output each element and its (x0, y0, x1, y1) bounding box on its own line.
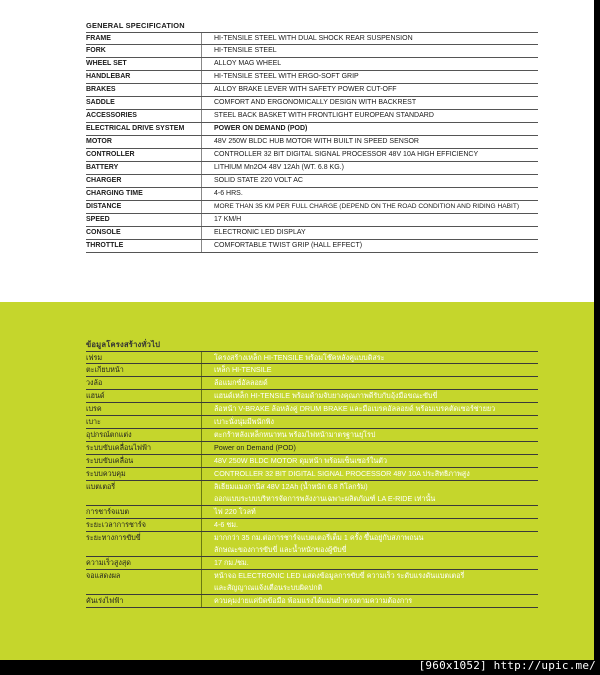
spec-row (86, 84, 538, 97)
spec-value: CONTROLLER 32 BIT DIGITAL SIGNAL PROCESSOR 48V 10A ประสิทธิภาพสูง (201, 468, 538, 480)
spec-row (86, 71, 538, 84)
spec-row (86, 519, 538, 532)
spec-value: ควบคุมง่ายแค่บิดข้อมือ พ้อมแรงได้แม่นยำตรงตามความต้องการ (201, 595, 538, 607)
english-spec-title: GENERAL SPECIFICATION (86, 21, 185, 30)
spec-value-line: ลักษณะของการขับขี่ และน้ำหนักของผู้ขับขี่ (214, 545, 347, 554)
spec-row (86, 58, 538, 71)
spec-label: MOTOR (86, 138, 112, 145)
spec-label: ความเร็วสูงสุด (86, 558, 131, 567)
spec-value: โครงสร้างเหล็ก HI-TENSILE พร้อมโช๊คหลังคู่แบบดิสระ (201, 352, 538, 363)
spec-row (86, 455, 538, 468)
spec-row (86, 429, 538, 442)
spec-row (86, 403, 538, 416)
spec-value: STEEL BACK BASKET WITH FRONTLIGHT EUROPEAN STANDARD (201, 110, 538, 122)
spec-value: CONTROLLER 32 BIT DIGITAL SIGNAL PROCESSOR 48V 10A HIGH EFFICIENCY (201, 149, 538, 161)
spec-value (201, 570, 538, 594)
spec-value: HI-TENSILE STEEL WITH DUAL SHOCK REAR SUSPENSION (201, 33, 538, 44)
spec-row (86, 240, 538, 253)
thai-spec-table (86, 339, 538, 608)
watermark: [960x1052] http://upic.me/ (418, 659, 596, 672)
spec-value: 48V 250W BLDC HUB MOTOR WITH BUILT IN SPEED SENSOR (201, 136, 538, 148)
spec-row (86, 468, 538, 481)
spec-value: COMFORT AND ERGONOMICALLY DESIGN WITH BACKREST (201, 97, 538, 109)
spec-value: ล้อหน้า V-BRAKE ล้อหลังคู่ DRUM BRAKE และมือเบรคอัลลอยด์ พร้อมเบรคตัดเซอร์ช่ายยว (201, 403, 538, 415)
spec-label: เบาะ (86, 417, 101, 426)
spec-value: 4-6 HRS. (201, 188, 538, 200)
spec-value: HI-TENSILE STEEL (201, 45, 538, 57)
spec-label: HANDLEBAR (86, 73, 131, 80)
spec-row (86, 110, 538, 123)
spec-value: 17 KM/H (201, 214, 538, 226)
spec-label: ELECTRICAL DRIVE SYSTEM (86, 125, 185, 132)
spec-row (86, 227, 538, 240)
spec-label: ตะเกียบหน้า (86, 365, 124, 374)
spec-row (86, 557, 538, 570)
spec-row (86, 214, 538, 227)
spec-label: SADDLE (86, 99, 115, 106)
spec-row (86, 364, 538, 377)
spec-label: CONSOLE (86, 229, 121, 236)
spec-label: วงล้อ (86, 378, 103, 387)
spec-value: HI-TENSILE STEEL WITH ERGO-SOFT GRIP (201, 71, 538, 83)
spec-label: ระบบขับเคลื่อน (86, 456, 134, 465)
spec-value: COMFORTABLE TWIST GRIP (HALL EFFECT) (201, 240, 538, 252)
spec-row (86, 570, 538, 595)
spec-value: MORE THAN 35 KM PER FULL CHARGE (DEPEND ON THE ROAD CONDITION AND RIDING HABIT) (201, 201, 538, 213)
spec-label: อุปกรณ์ตกแต่ง (86, 430, 132, 439)
spec-label: CONTROLLER (86, 151, 135, 158)
spec-label: SPEED (86, 216, 110, 223)
spec-value: 4-6 ชม. (201, 519, 538, 531)
spec-label: คันเร่งไฟฟ้า (86, 596, 124, 605)
spec-value: SOLID STATE 220 VOLT AC (201, 175, 538, 187)
spec-value-line: และสัญญาณแจ้งเตือนระบบผิดปกติ (214, 583, 323, 592)
spec-label: FRAME (86, 35, 111, 42)
spec-label: ระบบขับเคลื่อนไฟฟ้า (86, 443, 152, 452)
spec-value (201, 532, 538, 556)
spec-value: 48V 250W BLDC MOTOR ดุมหน้า พร้อมเซ็นเซอร์ในตัว (201, 455, 538, 467)
spec-row (86, 416, 538, 429)
spec-row (86, 442, 538, 455)
spec-label: ระยะเวลาการชาร์จ (86, 520, 146, 529)
english-spec-table (86, 20, 538, 253)
spec-value: ไฟ 220 โวลท์ (201, 506, 538, 518)
spec-row (86, 136, 538, 149)
spec-value: ALLOY MAG WHEEL (201, 58, 538, 70)
spec-value: 17 กม./ชม. (201, 557, 538, 569)
spec-row (86, 175, 538, 188)
spec-row (86, 45, 538, 58)
spec-value-line: หน้าจอ ELECTRONIC LED แสดงข้อมูลการขับขี่ ความเร็ว ระดับแรงดันแบตเตอรี่ (214, 571, 465, 580)
spec-row (86, 351, 538, 364)
spec-label: THROTTLE (86, 242, 124, 249)
spec-row (86, 162, 538, 175)
spec-value: LITHIUM Mn2O4 48V 12Ah (WT. 6.8 KG.) (201, 162, 538, 174)
spec-row (86, 506, 538, 519)
spec-label: DISTANCE (86, 203, 122, 210)
spec-value-line: มากกว่า 35 กม.ต่อการชาร์จแบตเตอรี่เต็ม 1 ครั้ง ขึ้นอยู่กับสภาพถนน (214, 533, 424, 542)
spec-label: แฮนด์ (86, 391, 105, 400)
spec-value: Power on Demand (POD) (201, 442, 538, 454)
spec-value: POWER ON DEMAND (POD) (201, 123, 538, 135)
spec-label: CHARGING TIME (86, 190, 143, 197)
spec-row (86, 201, 538, 214)
thai-spec-title: ข้อมูลโครงสร้างทั่วไป (86, 340, 161, 349)
spec-row (86, 149, 538, 162)
spec-row (86, 377, 538, 390)
spec-value-line: ลิเธียมแมงกานีส 48V 12Ah (น้ำหนัก 6.8 กิโลกรัม) (214, 482, 368, 491)
spec-label: จอแสดงผล (86, 571, 121, 580)
spec-label: เฟรม (86, 353, 103, 362)
spec-value (201, 481, 538, 505)
spec-row (86, 481, 538, 506)
spec-value: ELECTRONIC LED DISPLAY (201, 227, 538, 239)
spec-value: เหล็ก HI-TENSILE (201, 364, 538, 376)
spec-label: BATTERY (86, 164, 119, 171)
spec-row (86, 188, 538, 201)
spec-label: CHARGER (86, 177, 122, 184)
spec-row (86, 595, 538, 608)
spec-row (86, 32, 538, 45)
spec-label: ระยะทางการขับขี่ (86, 533, 141, 542)
spec-label: ระบบควบคุม (86, 469, 126, 478)
spec-label: FORK (86, 47, 106, 54)
spec-value: ALLOY BRAKE LEVER WITH SAFETY POWER CUT-OFF (201, 84, 538, 96)
spec-value-line: ออกแบบระบบบริหารจัดการพลังงานเฉพาะผลิตภัณฑ์ LA E-RIDE เท่านั้น (214, 494, 436, 503)
spec-row (86, 123, 538, 136)
spec-row (86, 390, 538, 403)
spec-value: เบาะนั่งนุ่มมีพนักพิง (201, 416, 538, 428)
spec-label: เบรค (86, 404, 102, 413)
spec-row (86, 532, 538, 557)
spec-label: แบตเตอรี่ (86, 482, 116, 491)
spec-value: แฮนด์เหล็ก HI-TENSILE พร้อมด้ามจับยางคุณภาพดีรับกับอุ้งมือขณะขับขี่ (201, 390, 538, 402)
spec-label: การชาร์จแบต (86, 507, 130, 516)
spec-label: ACCESSORIES (86, 112, 137, 119)
spec-label: BRAKES (86, 86, 116, 93)
spec-value: ล้อแมกซ์อัลลอยด์ (201, 377, 538, 389)
spec-label: WHEEL SET (86, 60, 127, 67)
spec-value: ตะกร้าหลังเหล็กหนาทน พร้อมไฟหน้ามาตรฐานยุโรป (201, 429, 538, 441)
spec-row (86, 97, 538, 110)
